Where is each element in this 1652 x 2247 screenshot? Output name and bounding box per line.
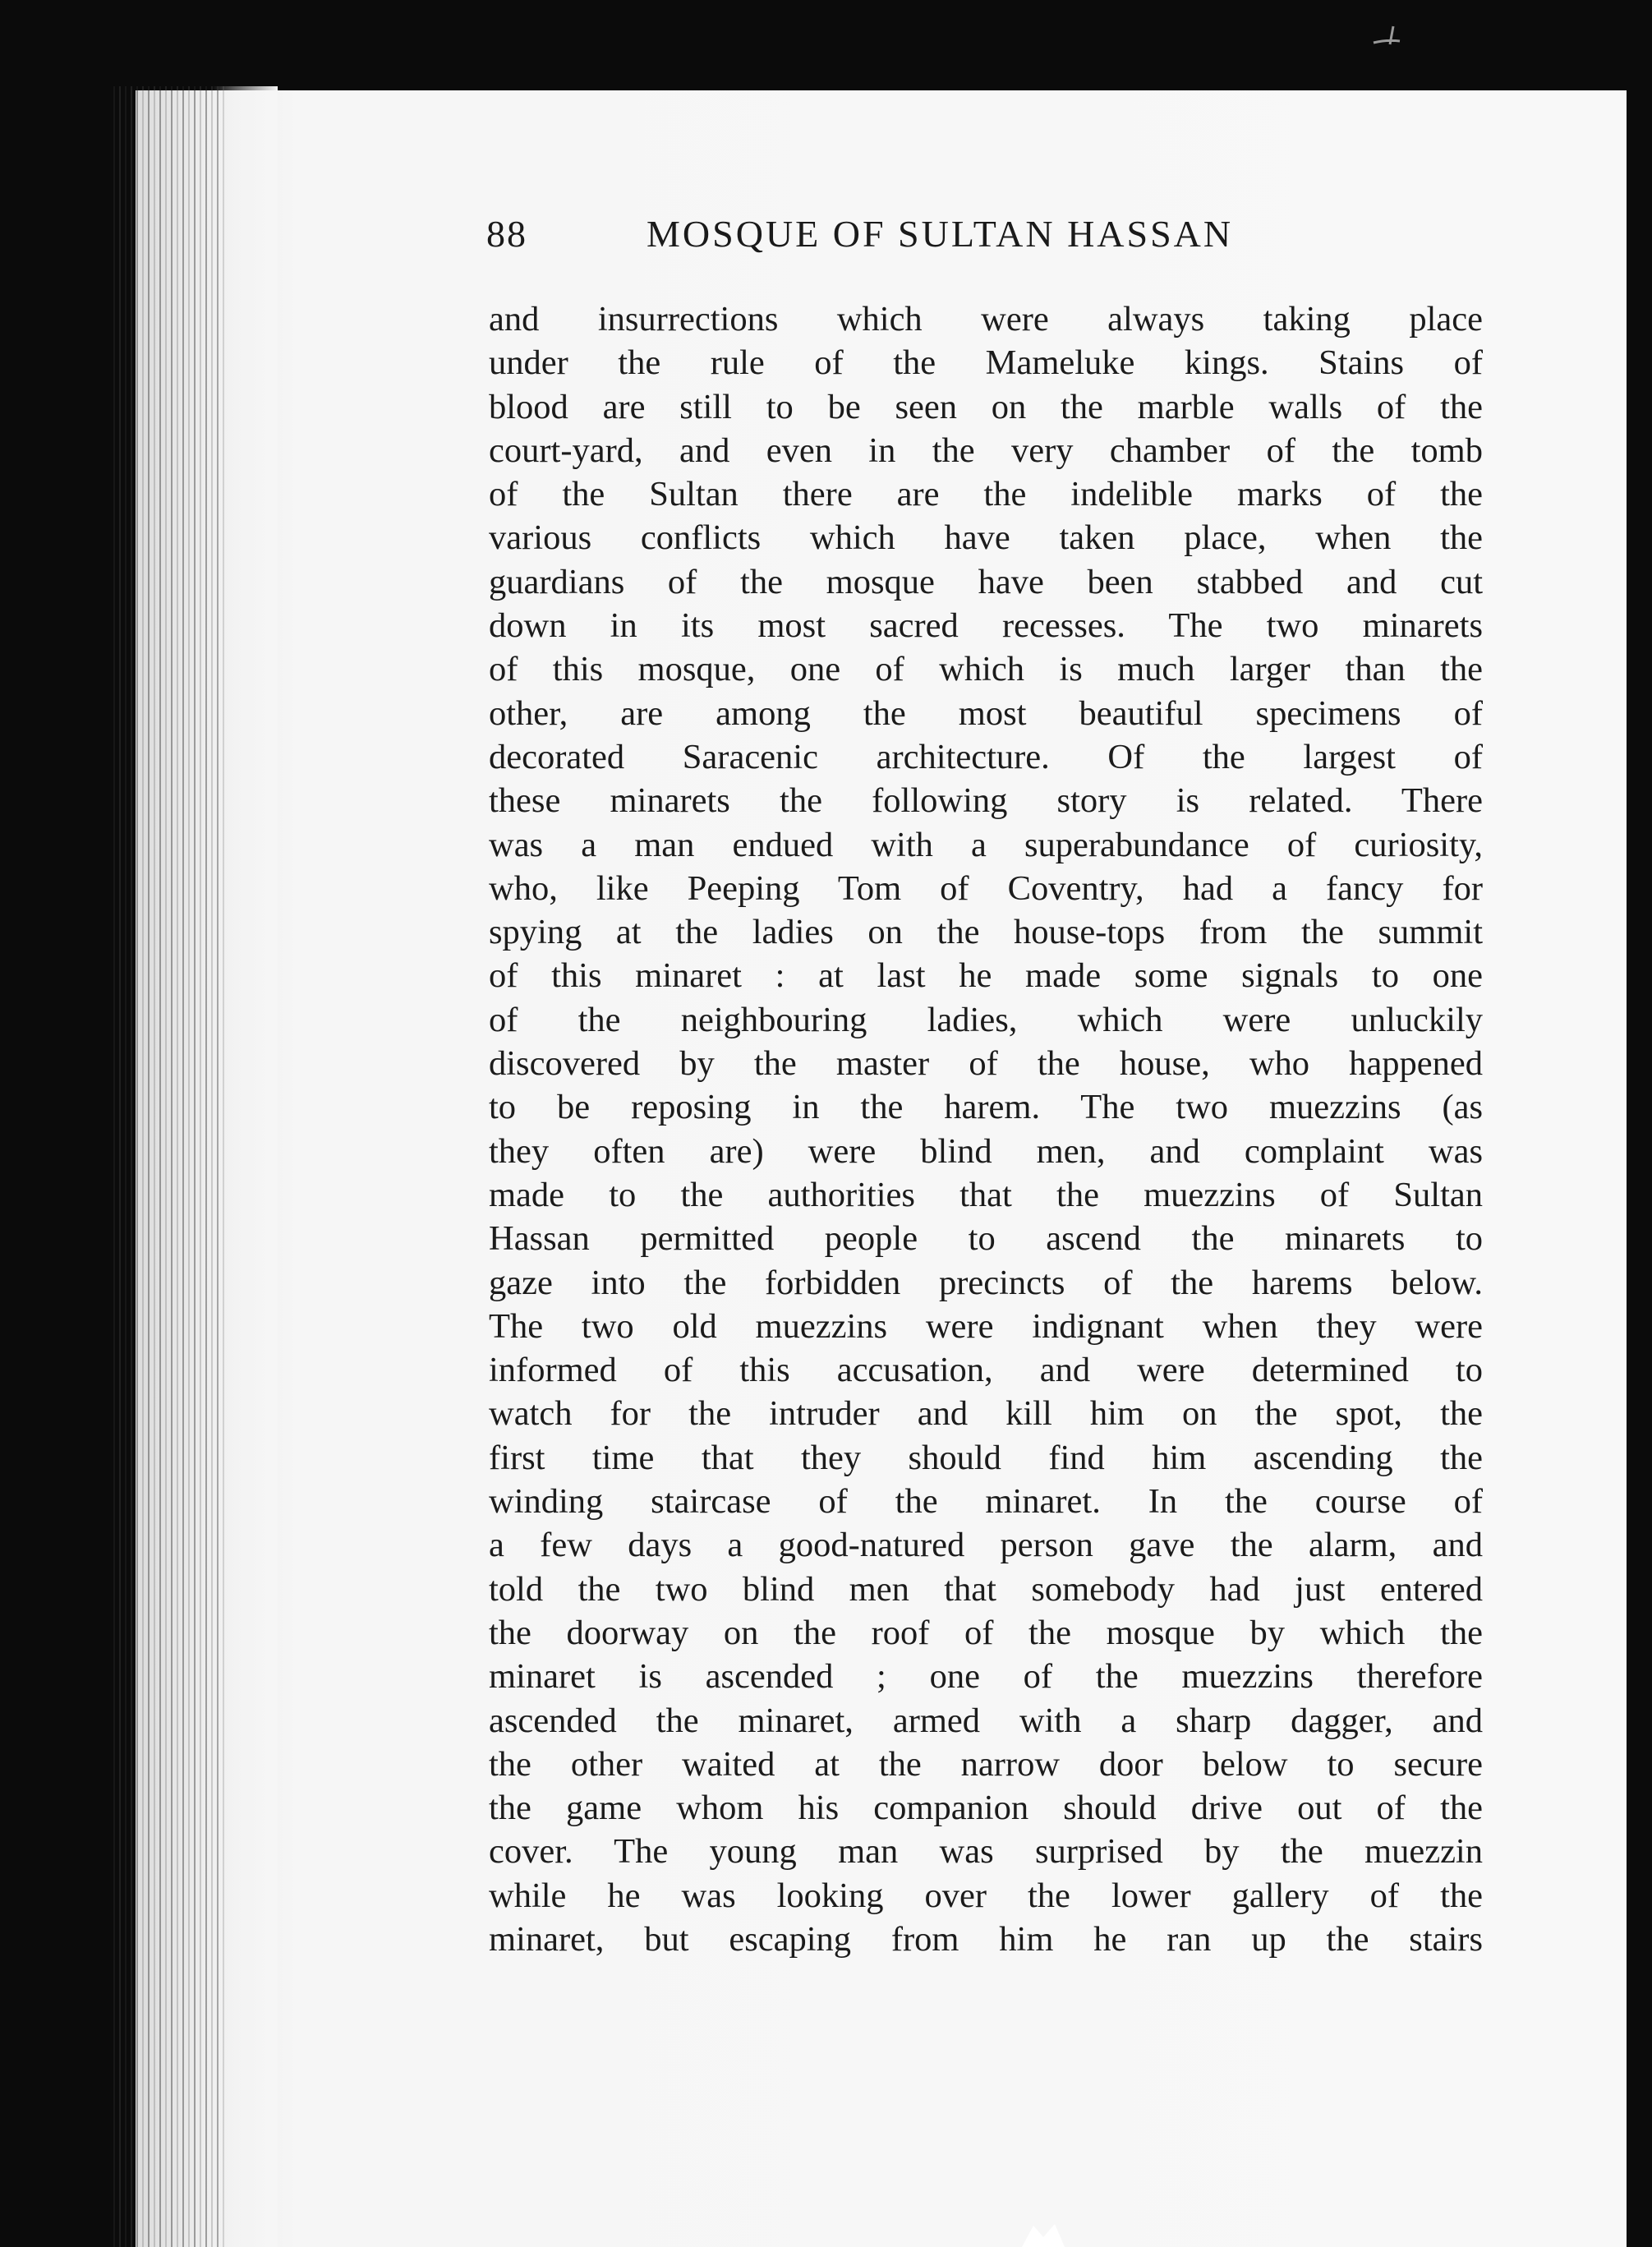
text-line: made to the authorities that the muezzins of Sultan	[489, 1175, 1483, 1214]
text-line: spying at the ladies on the house-tops from the summit	[489, 913, 1483, 952]
page-edges-fade	[113, 86, 278, 2247]
text-line: gaze into the forbidden precincts of the harems below.	[489, 1263, 1483, 1302]
text-line: who, like Peeping Tom of Coventry, had a fancy for	[489, 868, 1483, 908]
text-line: of this mosque, one of which is much larger than the	[489, 650, 1483, 689]
scan-artifact-top-icon	[1372, 23, 1405, 48]
text-line: told the two blind men that somebody had just entered	[489, 1569, 1483, 1609]
text-line: the game whom his companion should drive out of the	[489, 1789, 1483, 1828]
text-line: to be reposing in the harem. The two muezzins (as	[489, 1088, 1483, 1127]
text-line: decorated Saracenic architecture. Of the largest of	[489, 737, 1483, 776]
text-line: these minarets the following story is related. There	[489, 781, 1483, 821]
text-line: and insurrections which were always taking place	[489, 300, 1483, 338]
text-line: of the neighbouring ladies, which were unluckily	[489, 1000, 1483, 1039]
text-line: of the Sultan there are the indelible marks of the	[489, 475, 1483, 514]
text-line: down in its most sacred recesses. The two minarets	[489, 606, 1483, 646]
text-line: they often are) were blind men, and complaint was	[489, 1131, 1483, 1171]
scan-artifact-bottom-icon	[1019, 2222, 1068, 2247]
text-line: court-yard, and even in the very chamber of the tomb	[489, 431, 1483, 470]
text-line: first time that they should find him ascending the	[489, 1438, 1483, 1477]
text-line: discovered by the master of the house, who happened	[489, 1044, 1483, 1084]
text-line: ascended the minaret, armed with a sharp dagger, and	[489, 1701, 1483, 1740]
text-line: while he was looking over the lower gallery of the	[489, 1876, 1483, 1915]
text-line: was a man endued with a superabundance of curiosity,	[489, 825, 1483, 864]
text-line: The two old muezzins were indignant when they were	[489, 1306, 1483, 1346]
text-line: informed of this accusation, and were determined to	[489, 1351, 1483, 1390]
text-line: blood are still to be seen on the marble walls of the	[489, 387, 1483, 426]
running-header	[486, 212, 1357, 269]
text-line: winding staircase of the minaret. In the course of	[489, 1482, 1483, 1522]
body-text	[489, 297, 1483, 1961]
text-line: under the rule of the Mameluke kings. Stains of	[489, 343, 1483, 383]
right-shadow	[1627, 90, 1652, 2247]
text-line: minaret, but escaping from him he ran up the stairs	[489, 1919, 1483, 1959]
text-line: Hassan permitted people to ascend the minarets to	[489, 1219, 1483, 1259]
page-number: 88	[486, 213, 527, 255]
text-line: the other waited at the narrow door below to secure	[489, 1744, 1483, 1784]
text-line: watch for the intruder and kill him on the spot, the	[489, 1394, 1483, 1434]
running-title: MOSQUE OF SULTAN HASSAN	[647, 213, 1234, 255]
text-line: of this minaret : at last he made some signals to one	[489, 956, 1483, 996]
text-line: a few days a good-natured person gave the alarm, and	[489, 1526, 1483, 1565]
text-line: other, are among the most beautiful specimens of	[489, 693, 1483, 733]
text-line: various conflicts which have taken place, when the	[489, 518, 1483, 558]
text-line: minaret is ascended ; one of the muezzins therefore	[489, 1657, 1483, 1697]
text-line: the doorway on the roof of the mosque by which the	[489, 1613, 1483, 1652]
text-line: guardians of the mosque have been stabbed and cut	[489, 562, 1483, 601]
text-line: cover. The young man was surprised by the muezzin	[489, 1832, 1483, 1872]
